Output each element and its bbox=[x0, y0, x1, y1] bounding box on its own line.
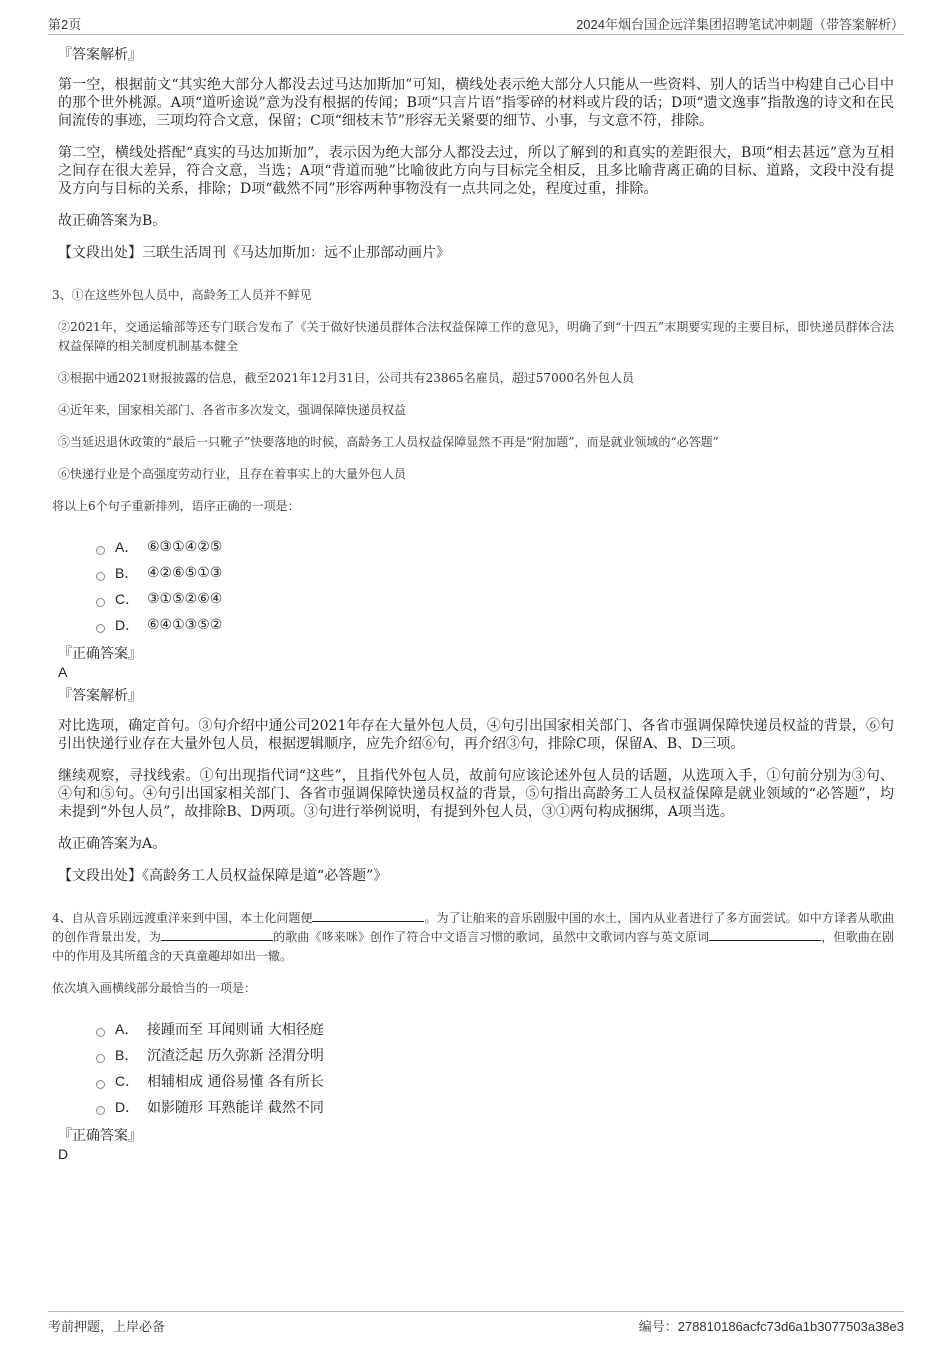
q3-sentence-6: ⑥快递行业是个高强度劳动行业，且存在着事实上的大量外包人员 bbox=[58, 467, 407, 481]
radio-icon[interactable] bbox=[96, 1106, 105, 1115]
radio-icon[interactable] bbox=[96, 1054, 105, 1063]
q4-question: 依次填入画横线部分最恰当的一项是： bbox=[52, 981, 257, 995]
q3-sentence-4: ④近年来，国家相关部门、各省市多次发文，强调保障快递员权益 bbox=[58, 403, 407, 417]
fill-blank-3 bbox=[709, 928, 821, 941]
q4-answer: D bbox=[58, 1146, 69, 1162]
page-footer bbox=[48, 1311, 904, 1336]
fill-blank-1 bbox=[312, 909, 424, 922]
q3-sentence-2: ②2021年，交通运输部等还专门联合发布了《关于做好快递员群体合法权益保障工作的意见》，明确了到“十四五”末期要实现的主要目标，即快递员群体合法权益保障的相关制度机制基本健全 bbox=[58, 320, 894, 353]
radio-icon[interactable] bbox=[96, 624, 105, 633]
footer-serial: 编号：278810186acfc73d6a1b3077503a38e3 bbox=[638, 1319, 904, 1334]
radio-icon[interactable] bbox=[96, 598, 105, 607]
page-number: 第2页 bbox=[48, 17, 82, 32]
q3-option-b[interactable]: B． ④②⑥⑤①③ bbox=[96, 560, 894, 586]
q4-option-c[interactable]: C． 相辅相成 通俗易懂 各有所长 bbox=[96, 1068, 894, 1094]
q3-option-c[interactable]: C． ③①⑤②⑥④ bbox=[96, 586, 894, 612]
q2-conclusion: 故正确答案为B。 bbox=[58, 213, 167, 229]
radio-icon[interactable] bbox=[96, 1080, 105, 1089]
q2-analysis-para-1: 第一空，根据前文“其实绝大部分人都没去过马达加斯加”可知，横线处表示绝大部分人只能从一些资料、别人的话当中构建自己心目中的那个世外桃源。A项“道听途说”意为没有根据的传闻；B项“只言片语”指零碎的材料或片段的话；D项“遗文逸事”指散逸的诗文和在民间流传的事迹，三项均符合文意，保留；C项“细枝末节”形容无关紧要的细节、小事，与文意不符，排除。 bbox=[58, 77, 894, 129]
q4-options bbox=[96, 1016, 894, 1120]
q3-source: 【文段出处】《高龄务工人员权益保障是道“必答题”》 bbox=[58, 868, 388, 884]
q3-sentence-3: ③根据中通2021财报披露的信息，截至2021年12月31日，公司共有23865名雇员，超过57000名外包人员 bbox=[58, 371, 634, 385]
radio-icon[interactable] bbox=[96, 1028, 105, 1037]
q3-conclusion: 故正确答案为A。 bbox=[58, 836, 167, 852]
q3-analysis-para-1: 对比选项，确定首句。③句介绍中通公司2021年存在大量外包人员，④句引出国家相关部门、各省市强调保障快递员权益的背景，⑥句引出快递行业存在大量外包人员，根据逻辑顺序，应先介绍⑥句，再介绍③句，排除C项，保留A、B、D三项。 bbox=[58, 718, 894, 752]
q4-option-d[interactable]: D． 如影随形 耳熟能详 截然不同 bbox=[96, 1094, 894, 1120]
q4-answer-heading: 『正确答案』 bbox=[58, 1128, 142, 1144]
q3-question: 将以上6个句子重新排列，语序正确的一项是： bbox=[52, 499, 300, 513]
q4-stem: 4、自从音乐剧远渡重洋来到中国，本土化问题便 。为了让舶来的音乐剧服中国的水土，国内从业者进行了多方面尝试。如中方译者从歌曲的创作背景出发，为 的歌曲《哆来咪》创作了符合中文语言习惯的歌词，虽然中文歌词内容与英文原词 ，但歌曲在剧中的作用及其所蕴含的天真童趣却如出一辙。 bbox=[52, 911, 894, 963]
page-content bbox=[52, 46, 894, 1169]
q2-analysis-heading: 『答案解析』 bbox=[58, 47, 142, 63]
q3-analysis-heading: 『答案解析』 bbox=[58, 688, 142, 704]
q3-answer-heading: 『正确答案』 bbox=[58, 646, 142, 662]
q3-options bbox=[96, 534, 894, 638]
radio-icon[interactable] bbox=[96, 572, 105, 581]
footer-slogan: 考前押题，上岸必备 bbox=[48, 1319, 166, 1334]
radio-icon[interactable] bbox=[96, 546, 105, 555]
fill-blank-2 bbox=[161, 928, 273, 941]
q4-option-a[interactable]: A． 接踵而至 耳闻则诵 大相径庭 bbox=[96, 1016, 894, 1042]
q3-option-d[interactable]: D． ⑥④①③⑤② bbox=[96, 612, 894, 638]
q2-source: 【文段出处】三联生活周刊《马达加斯加：远不止那部动画片》 bbox=[58, 245, 450, 261]
q4-option-b[interactable]: B． 沉渣泛起 历久弥新 泾渭分明 bbox=[96, 1042, 894, 1068]
q3-answer: A bbox=[58, 664, 68, 680]
q2-analysis-para-2: 第二空，横线处搭配“真实的马达加斯加”，表示因为绝大部分人都没去过，所以了解到的和真实的差距很大，B项“相去甚远”意为互相之间存在很大差异，符合文意，当选；A项“背道而驰”比喻彼此方向与目标完全相反，且多比喻背离正确的目标、道路，文段中没有提及方向与目标的关系，排除；D项“截然不同”形容两种事物没有一点共同之处，程度过重，排除。 bbox=[58, 145, 894, 197]
q3-analysis-para-2: 继续观察，寻找线索。①句出现指代词“这些”，且指代外包人员，故前句应该论述外包人员的话题，从选项入手，①句前分别为③句、④句和⑤句。④句引出国家相关部门、各省市强调保障快递员权益的背景，⑤句指出高龄务工人员权益保障是就业领域的“必答题”，均未提到“外包人员”，故排除B、D两项。③句进行举例说明，有提到外包人员，③①两句构成捆绑，A项当选。 bbox=[58, 768, 894, 820]
document-title: 2024年烟台国企远洋集团招聘笔试冲刺题（带答案解析） bbox=[576, 17, 904, 32]
page-header bbox=[48, 12, 904, 35]
q3-option-a[interactable]: A． ⑥③①④②⑤ bbox=[96, 534, 894, 560]
q3-stem: 3、①在这些外包人员中，高龄务工人员并不鲜见 bbox=[52, 288, 312, 302]
q3-sentence-5: ⑤当延迟退休政策的“最后一只靴子”快要落地的时候，高龄务工人员权益保障显然不再是“附加题”，而是就业领域的“必答题” bbox=[58, 435, 719, 449]
